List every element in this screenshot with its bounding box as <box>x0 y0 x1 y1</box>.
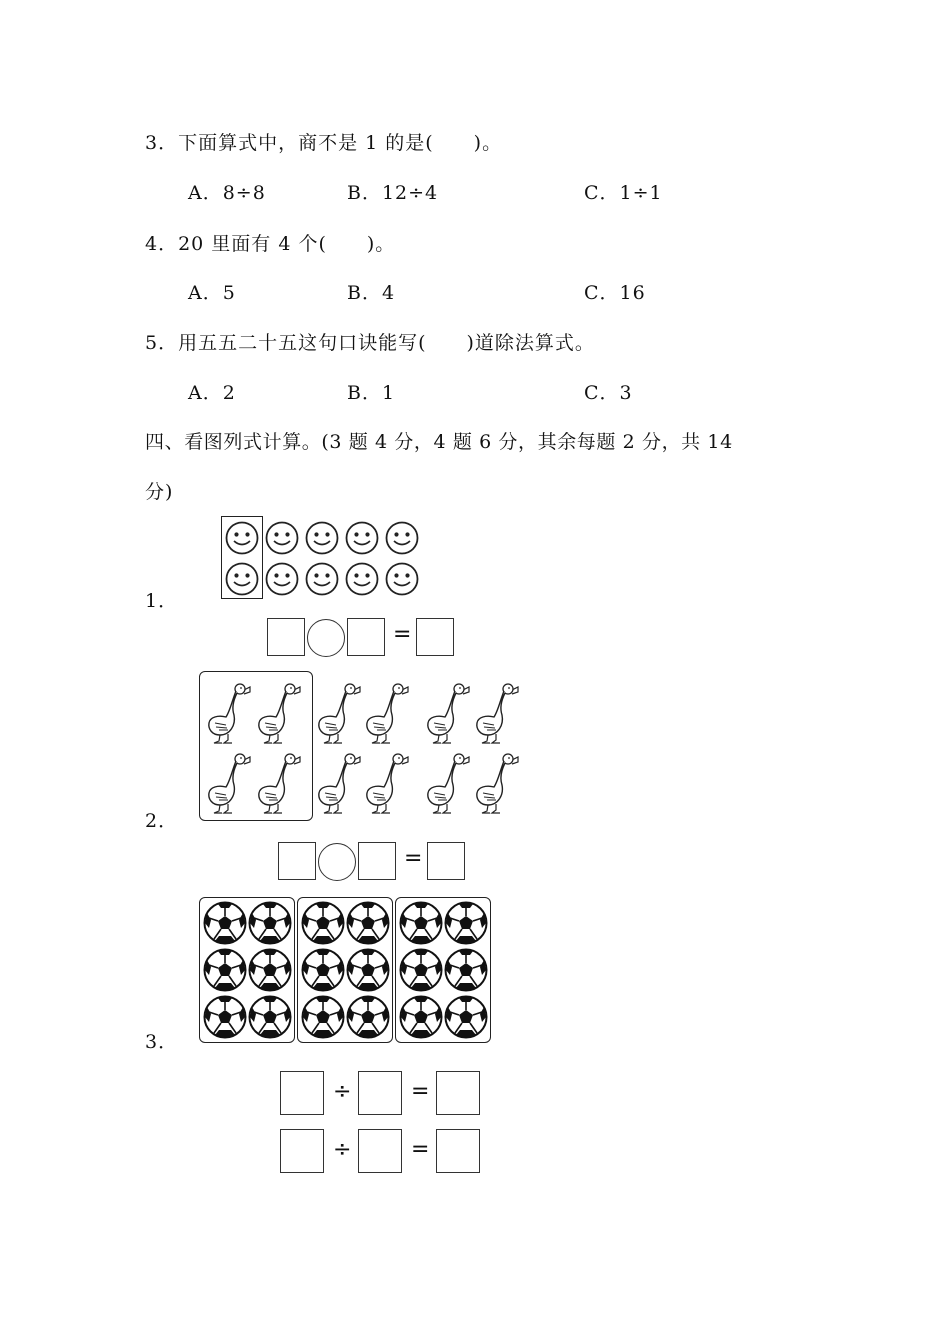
smiley-face-icon <box>345 562 379 596</box>
question-4-option-b: B．4 <box>347 282 396 304</box>
answer-box-3f[interactable] <box>436 1129 480 1173</box>
soccer-ball-icon <box>444 901 488 945</box>
goose-icon <box>425 681 473 745</box>
soccer-ball-icon <box>248 901 292 945</box>
question-3-option-b: B．12÷4 <box>347 182 439 204</box>
goose-icon <box>256 751 304 815</box>
smiley-face-icon <box>265 521 299 555</box>
question-5-stem: 5．用五五二十五这句口诀能写( )道除法算式。 <box>145 332 595 354</box>
soccer-ball-icon <box>346 948 390 992</box>
question-5-option-a: A．2 <box>188 382 236 404</box>
goose-icon <box>474 751 522 815</box>
smiley-face-icon <box>265 562 299 596</box>
question-4-stem: 4．20 里面有 4 个( )。 <box>145 233 396 255</box>
question-4-option-c: C．16 <box>584 282 646 304</box>
soccer-ball-icon <box>399 901 443 945</box>
equals-sign-2: = <box>404 846 423 871</box>
smiley-face-icon <box>305 562 339 596</box>
soccer-ball-icon <box>444 995 488 1039</box>
operator-circle-1[interactable] <box>307 619 345 657</box>
divide-sign-3b: ÷ <box>333 1137 352 1162</box>
answer-box-2c[interactable] <box>427 842 465 880</box>
smiley-face-icon <box>225 521 259 555</box>
soccer-ball-icon <box>399 948 443 992</box>
operator-circle-2[interactable] <box>318 843 356 881</box>
answer-box-3d[interactable] <box>280 1129 324 1173</box>
soccer-ball-icon <box>346 995 390 1039</box>
goose-icon <box>364 681 412 745</box>
soccer-ball-icon <box>248 995 292 1039</box>
soccer-ball-icon <box>203 901 247 945</box>
answer-box-2a[interactable] <box>278 842 316 880</box>
answer-box-1b[interactable] <box>347 618 385 656</box>
section-4-heading-line1: 四、看图列式计算。(3 题 4 分，4 题 6 分，其余每题 2 分，共 14 <box>145 431 733 453</box>
goose-icon <box>316 681 364 745</box>
soccer-ball-icon <box>399 995 443 1039</box>
smiley-face-icon <box>225 562 259 596</box>
problem-3-number: 3． <box>145 1031 179 1053</box>
section-4-heading-line2: 分) <box>145 481 174 503</box>
answer-box-3a[interactable] <box>280 1071 324 1115</box>
goose-icon <box>256 681 304 745</box>
soccer-ball-icon <box>301 995 345 1039</box>
question-5-option-c: C．3 <box>584 382 633 404</box>
soccer-ball-icon <box>248 948 292 992</box>
answer-box-3b[interactable] <box>358 1071 402 1115</box>
soccer-ball-icon <box>203 948 247 992</box>
goose-icon <box>364 751 412 815</box>
problem-1-number: 1． <box>145 590 179 612</box>
question-3-option-a: A．8÷8 <box>188 182 266 204</box>
question-5-option-b: B．1 <box>347 382 396 404</box>
answer-box-2b[interactable] <box>358 842 396 880</box>
question-4-option-a: A．5 <box>188 282 236 304</box>
equals-sign-1: = <box>393 622 412 647</box>
divide-sign-3a: ÷ <box>333 1079 352 1104</box>
smiley-face-icon <box>385 521 419 555</box>
goose-icon <box>316 751 364 815</box>
soccer-ball-icon <box>301 901 345 945</box>
soccer-ball-icon <box>444 948 488 992</box>
problem-2-number: 2． <box>145 810 179 832</box>
answer-box-1c[interactable] <box>416 618 454 656</box>
smiley-face-icon <box>385 562 419 596</box>
smiley-face-icon <box>305 521 339 555</box>
answer-box-3e[interactable] <box>358 1129 402 1173</box>
goose-icon <box>206 751 254 815</box>
equals-sign-3b: = <box>411 1137 430 1162</box>
goose-icon <box>206 681 254 745</box>
answer-box-3c[interactable] <box>436 1071 480 1115</box>
goose-icon <box>425 751 473 815</box>
equals-sign-3a: = <box>411 1079 430 1104</box>
answer-box-1a[interactable] <box>267 618 305 656</box>
soccer-ball-icon <box>346 901 390 945</box>
goose-icon <box>474 681 522 745</box>
question-3-option-c: C．1÷1 <box>584 182 663 204</box>
question-3-stem: 3．下面算式中，商不是 1 的是( )。 <box>145 132 503 154</box>
soccer-ball-icon <box>203 995 247 1039</box>
soccer-ball-icon <box>301 948 345 992</box>
smiley-face-icon <box>345 521 379 555</box>
